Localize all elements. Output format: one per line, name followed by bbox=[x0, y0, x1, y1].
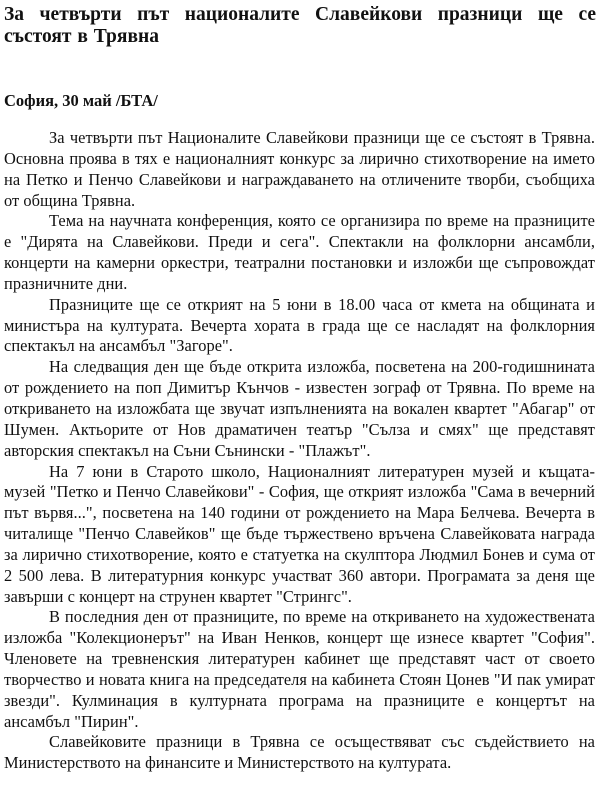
paragraph-4: На следващия ден ще бъде открита изложба, посветена на 200-годишнината от рождението на поп Димитър Кънчов - известен зограф от Трявна. По време на откриването на изложбата ще звучат изпълненията на вокален квартет "Абагар" от Шумен. Актьорите от Нов драматичен театър "Сълза и смях" ще представят авторския спектакъл на Съни Сънински - "Плажът". bbox=[4, 357, 595, 460]
paragraph-2: Тема на научната конференция, която се организира по време на празниците е "Дирята на Славейкови. Преди и сега". Спектакли на фолклорни ансамбли, концерти на камерни оркестри, театрални постановки и изложби ще съпровождат празничните дни. bbox=[4, 211, 595, 293]
dateline: София, 30 май /БТА/ bbox=[4, 91, 158, 110]
article-title: За четвърти път националите Славейкови празници ще се състоят в Трявна bbox=[4, 4, 596, 47]
paragraph-1: За четвърти път Националите Славейкови празници ще се състоят в Трявна. Основна проява в тях е националният конкурс за лирично стихотворение на името на Петко и Пенчо Славейкови и награждаването на отличените творби, съобщиха от община Трявна. bbox=[4, 128, 595, 210]
paragraph-3: Празниците ще се открият на 5 юни в 18.00 часа от кмета на общината и министъра на културата. Вечерта хората в града ще се насладят на фолклорния спектакъл на ансамбъл "Загоре". bbox=[4, 294, 595, 356]
article-body bbox=[4, 128, 595, 774]
paragraph-5: На 7 юни в Старото школо, Националният литературен музей и къщата-музей "Петко и Пенчо Славейкови" - София, ще открият изложба "Сама в вечерний път вървя...", посветена на 140 години от рождението на Мара Белчева. Вечерта в читалище "Пенчо Славейков" ще бъде тържествено връчена Славейковата награда за лирично стихотворение, която е статуетка на скулптора Людмил Бонев и сума от 2 500 лева. В литературния конкурс участват 360 автори. Програмата за деня ще завърши с концерт на струнен квартет "Стрингс". bbox=[4, 461, 595, 606]
paragraph-7: Славейковите празници в Трявна се осъществяват със съдействието на Министерството на финансите и Министерството на културата. bbox=[4, 732, 595, 773]
paragraph-6: В последния ден от празниците, по време на откриването на художествената изложба "Колекционерът" на Иван Ненков, концерт ще изнесе квартет "София". Членовете на тревненския литературен кабинет ще представят част от своето творчество и новата книга на председателя на кабинета Стоян Цонев "И пак умират звезди". Кулминация в културната програма на празниците е концертът на ансамбъл "Пирин". bbox=[4, 607, 595, 731]
